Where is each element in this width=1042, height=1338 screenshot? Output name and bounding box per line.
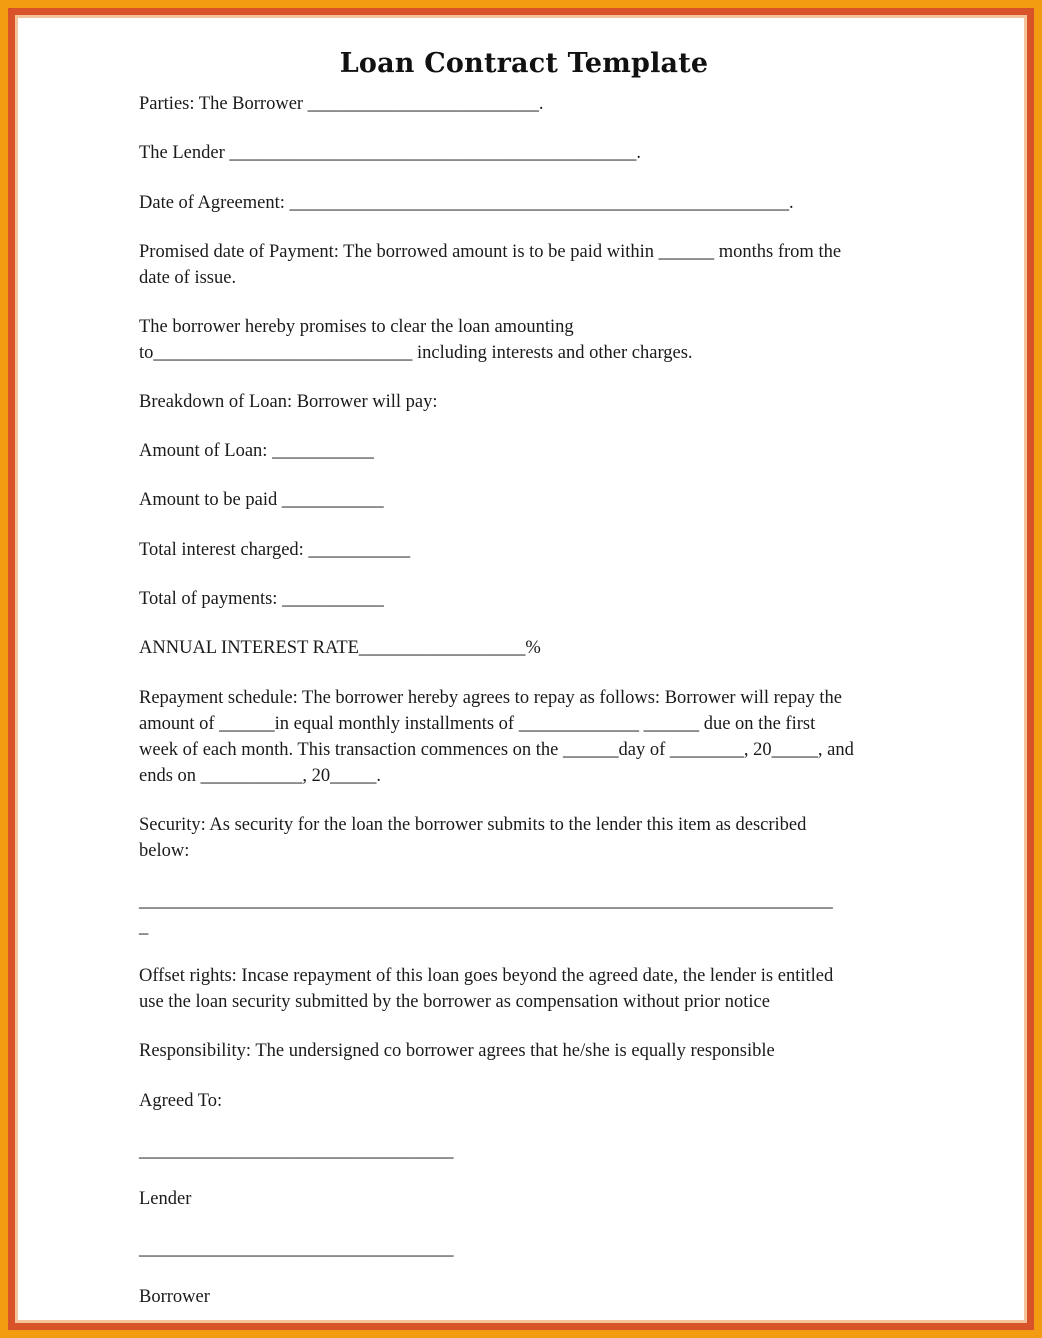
parties-borrower-line: Parties: The Borrower _________________________. <box>139 94 544 114</box>
total-payments-line: Total of payments: ___________ <box>139 589 384 609</box>
repayment-line-2: amount of ______in equal monthly installments of _____________ ______ due on the first <box>139 714 816 734</box>
borrower-signature-line: __________________________________ <box>139 1239 454 1259</box>
security-blank-tail: _ <box>139 917 149 937</box>
total-interest-line: Total interest charged: ___________ <box>139 540 411 560</box>
amount-of-loan-line: Amount of Loan: ___________ <box>139 441 374 461</box>
offset-rights-line-1: Offset rights: Incase repayment of this loan goes beyond the agreed date, the lender is entitled <box>139 966 834 986</box>
promise-line-1: The borrower hereby promises to clear the loan amounting <box>139 317 574 337</box>
agreed-to-label: Agreed To: <box>139 1091 223 1111</box>
repayment-line-4: ends on ___________, 20_____. <box>139 766 382 786</box>
promised-date-line-1: Promised date of Payment: The borrowed amount is to be paid within ______ months from the <box>139 242 842 262</box>
breakdown-heading: Breakdown of Loan: Borrower will pay: <box>139 392 438 412</box>
repayment-line-3: week of each month. This transaction commences on the ______day of ________, 20_____, and <box>139 740 854 760</box>
lender-signature-line: __________________________________ <box>139 1141 454 1161</box>
lender-line: The Lender ____________________________________________. <box>139 143 642 163</box>
responsibility-line: Responsibility: The undersigned co borrower agrees that he/she is equally responsible <box>139 1041 775 1061</box>
offset-rights-line-2: use the loan security submitted by the borrower as compensation without prior notice <box>139 992 770 1012</box>
document-page <box>15 15 1027 1323</box>
promise-line-2: to____________________________ including interests and other charges. <box>139 343 693 363</box>
security-line-1: Security: As security for the loan the borrower submits to the lender this item as described <box>139 815 807 835</box>
borrower-label: Borrower <box>139 1287 210 1307</box>
annual-interest-rate-line: ANNUAL INTEREST RATE__________________% <box>139 638 541 658</box>
lender-label: Lender <box>139 1189 192 1209</box>
security-line-2: below: <box>139 841 190 861</box>
promised-date-line-2: date of issue. <box>139 268 237 288</box>
repayment-line-1: Repayment schedule: The borrower hereby agrees to repay as follows: Borrower will repay the <box>139 688 842 708</box>
security-blank-line: ___________________________________________________________________________ <box>139 891 833 911</box>
date-agreement-line: Date of Agreement: ______________________________________________________. <box>139 193 794 213</box>
amount-to-be-paid-line: Amount to be paid ___________ <box>139 490 384 510</box>
document-title: Loan Contract Template <box>339 48 709 79</box>
